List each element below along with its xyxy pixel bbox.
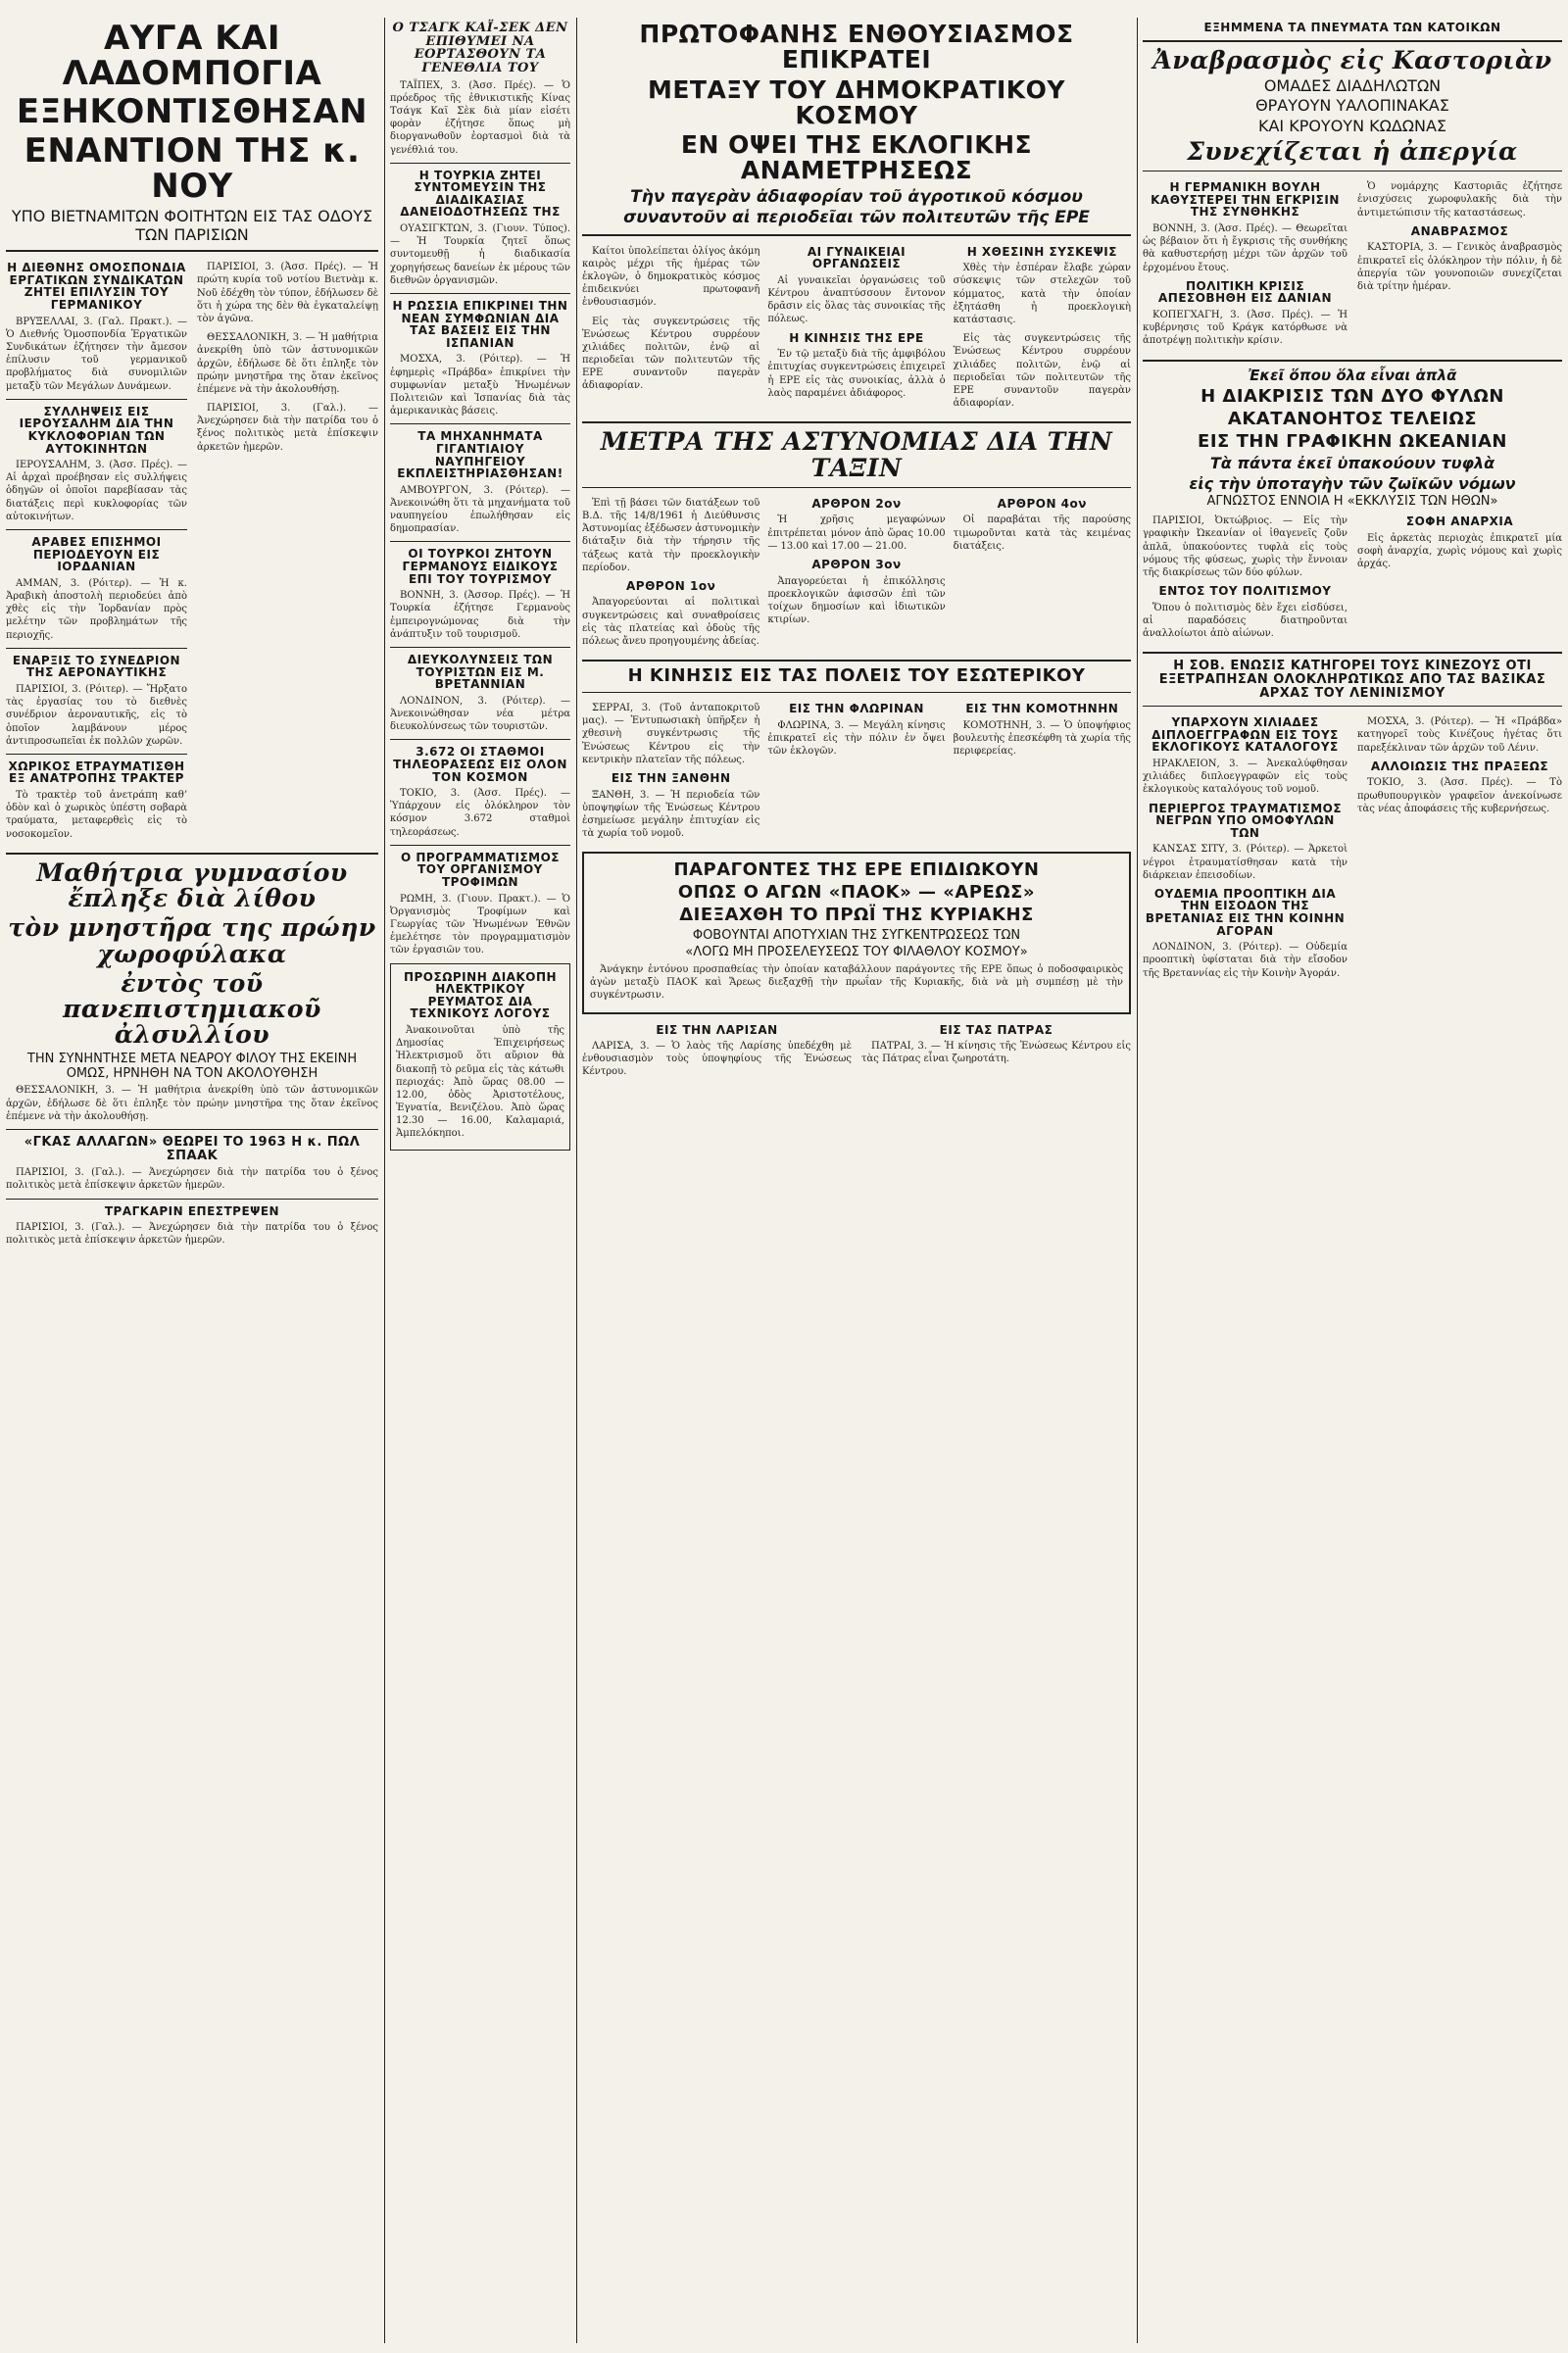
subheadline: ΟΜΑΔΕΣ ΔΙΑΔΗΛΩΤΩΝ bbox=[1263, 75, 1442, 95]
subheadline: ΑΓΝΩΣΤΟΣ ΕΝΝΟΙΑ Η «ΕΚΚΛΥΣΙΣ ΤΩΝ ΗΘΩΝ» bbox=[1206, 494, 1498, 510]
article-body: ΑΜΒΟΥΡΓΟΝ, 3. (Ρόιτερ). — Ἀνεκοινώθη ὅτι τὰ μηχανήματα τοῦ ναυπηγείου ἐπωλήθησαν εἰς δημοπρασίαν. bbox=[390, 484, 570, 535]
divider bbox=[1143, 360, 1562, 362]
column-rule-2 bbox=[576, 18, 577, 2343]
column-rule-1 bbox=[384, 18, 385, 2343]
article-body: ΠΑΡΙΣΙΟΙ, 3. (Ἀσσ. Πρές). — Ἡ πρώτη κυρία τοῦ νοτίου Βιετνὰμ κ. Νοῦ ἐδέχθη τὸν τύπον, ἐδήλωσεν δὲ ὅτι ἡ χώρα της δὲν θὰ ἐγκαταλείψῃ τὸν ἀγῶνα. bbox=[197, 262, 378, 324]
headline: 3.672 ΟΙ ΣΤΑΘΜΟΙ ΤΗΛΕΟΡΑΣΕΩΣ ΕΙΣ ΟΛΟΝ ΤΟΝ ΚΟΣΜΟΝ bbox=[393, 745, 567, 784]
section-label: Η ΧΘΕΣΙΝΗ ΣΥΣΚΕΨΙΣ bbox=[966, 244, 1117, 259]
article-body: ΚΑΣΤΟΡΙΑ, 3. — Γενικὸς ἀναβρασμὸς ἐπικρατεῖ εἰς ὁλόκληρον τὴν πόλιν, ἡ δὲ ἀπεργία τῶν γουνοποιῶν συνεχίζεται διὰ τρίτην ἡμέραν. bbox=[1357, 242, 1562, 292]
divider bbox=[6, 648, 187, 649]
headline: Η ΡΩΣΣΙΑ ΕΠΙΚΡΙΝΕΙ ΤΗΝ ΝΕΑΝ ΣΥΜΦΩΝΙΑΝ ΔΙΑ ΤΑΣ ΒΑΣΕΙΣ ΕΙΣ ΤΗΝ ΙΣΠΑΝΙΑΝ bbox=[392, 299, 568, 350]
article-body: Ἀνακοινοῦται ὑπὸ τῆς Δημοσίας Ἐπιχειρήσεως Ἠλεκτρισμοῦ ὅτι αὔριον θὰ διακοπῇ τὸ ρεῦμα εἰς τὰς κάτωθι περιοχάς: Ἀπὸ ὥρας 08.00 — 12.00, ὁδὸς Ἀριστοτέλους, Ἐγνατία, Βενιζέλου. Ἀπὸ ὥρας 12.30 — 16.00, Καλαμαριά, Ἀμπελόκηποι. bbox=[396, 1024, 564, 1140]
article-body: Ἐπὶ τῇ βάσει τῶν διατάξεων τοῦ Β.Δ. τῆς 14/8/1961 ἡ Διεύθυνσις Ἀστυνομίας ἐξέδωσεν ἀστυνομικὴν διάταξιν διὰ τὴν τήρησιν τῆς τάξεως κατὰ τὴν προεκλογικὴν περίοδον. bbox=[582, 497, 760, 573]
article-body: Ἐν τῷ μεταξὺ διὰ τῆς ἀμφιβόλου ἐπιτυχίας συγκεντρώσεις ἐπιχειρεῖ ἡ ΕΡΕ εἰς τὰς συνοικίας, ἀλλὰ ὁ λαὸς παραμένει ἀδιάφορος. bbox=[767, 349, 946, 399]
divider bbox=[390, 845, 570, 846]
three-column-block bbox=[582, 699, 1131, 846]
article-body: ΚΟΠΕΓΧΑΓΗ, 3. (Ἀσσ. Πρές). — Ἡ κυβέρνησις τοῦ Κράγκ κατόρθωσε νὰ ἀποτρέψῃ πολιτικὴν κρίσιν. bbox=[1143, 309, 1348, 347]
article-body: Εἰς τὰς συγκεντρώσεις τῆς Ἑνώσεως Κέντρου συρρέουν χιλιάδες πολιτῶν, ἐνῷ αἱ περιοδεῖαι τῶν πολιτευτῶν τῆς ΕΡΕ συναντοῦν παγερὰν ἀδιαφορίαν. bbox=[582, 316, 760, 392]
article-body: ΞΑΝΘΗ, 3. — Ἡ περιοδεία τῶν ὑποψηφίων τῆς Ἑνώσεως Κέντρου ἐσημείωσε μεγάλην ἐπιτυχίαν εἰς τὰ χωρία τοῦ νομοῦ. bbox=[582, 789, 760, 840]
article-body: ΛΑΡΙΣΑ, 3. — Ὁ λαὸς τῆς Λαρίσης ὑπεδέχθη μὲ ἐνθουσιασμὸν τοὺς ὑποψηφίους τῆς Ἑνώσεως Κέντρου. bbox=[582, 1041, 852, 1078]
column-3 bbox=[582, 18, 1131, 2345]
subheadline: συναντοῦν αἱ περιοδεῖαι τῶν πολιτευτῶν τῆς ΕΡΕ bbox=[623, 208, 1090, 228]
subcolumn bbox=[1143, 512, 1348, 646]
article-body: ΠΑΤΡΑΙ, 3. — Ἡ κίνησις τῆς Ἑνώσεως Κέντρου εἰς τὰς Πάτρας εἶναι ζωηροτάτη. bbox=[861, 1041, 1131, 1065]
headline: ΟΙ ΤΟΥΡΚΟΙ ΖΗΤΟΥΝ ΓΕΡΜΑΝΟΥΣ ΕΙΔΙΚΟΥΣ ΕΠΙ ΤΟΥ ΤΟΥΡΙΣΜΟΥ bbox=[402, 547, 559, 586]
headline: ΟΠΩΣ Ο ΑΓΩΝ «ΠΑΟΚ» — «ΑΡΕΩΣ» bbox=[677, 882, 1036, 904]
headline: Συνεχίζεται ἡ ἀπεργία bbox=[1187, 137, 1518, 167]
divider bbox=[582, 660, 1131, 662]
three-column-block bbox=[582, 494, 1131, 654]
divider bbox=[6, 1129, 378, 1130]
subheadline: εἰς τὴν ὑποταγὴν τῶν ζωϊκῶν νόμων bbox=[1189, 473, 1516, 493]
headline: ΥΠΑΡΧΟΥΝ ΧΙΛΙΑΔΕΣ ΔΙΠΛΟΕΓΓΡΑΦΩΝ ΕΙΣ ΤΟΥΣ ΕΚΛΟΓΙΚΟΥΣ ΚΑΤΑΛΟΓΟΥΣ bbox=[1152, 715, 1339, 755]
divider bbox=[1143, 652, 1562, 654]
subcolumn bbox=[954, 242, 1131, 417]
article-body: Ὅπου ὁ πολιτισμὸς δὲν ἔχει εἰσδύσει, αἱ παραδόσεις διατηροῦνται ἀναλλοίωτοι ἀπὸ αἰώνων. bbox=[1143, 602, 1348, 640]
subcolumn bbox=[767, 242, 945, 417]
subcolumn bbox=[1357, 512, 1562, 646]
section-label: ΑΡΘΡΟΝ 2ον bbox=[811, 496, 902, 511]
right-subcolumn bbox=[197, 258, 378, 847]
article-body: ΤΟΚΙΟ, 3. (Ἀσσ. Πρές). — Ὑπάρχουν εἰς ὁλόκληρον τὸν κόσμον 3.672 σταθμοὶ τηλεοράσεως. bbox=[390, 788, 570, 838]
subcolumn bbox=[1357, 712, 1562, 986]
article-body: ΘΕΣΣΑΛΟΝΙΚΗ, 3. — Ἡ μαθήτρια ἀνεκρίθη ὑπὸ τῶν ἀστυνομικῶν ἀρχῶν, ἐδήλωσε δὲ ὅτι ἐπληξε τὸν πρώην μνηστῆρα της ὅταν ἐκεῖνος ἐπέμενε νὰ τὴν ἀκολουθήσῃ. bbox=[6, 1085, 378, 1122]
divider bbox=[390, 541, 570, 542]
article-body: Χθὲς τὴν ἑσπέραν ἔλαβε χώραν σύσκεψις τῶν στελεχῶν τοῦ κόμματος, κατὰ τὴν ὁποίαν ἐξητάσθη ἡ προεκλογικὴ κατάστασις. bbox=[953, 263, 1131, 325]
headline: ἐντὸς τοῦ πανεπιστημιακοῦ ἀλσυλλίου bbox=[63, 968, 321, 1050]
article-body: ΤΟΚΙΟ, 3. (Ἀσσ. Πρές). — Τὸ πρωθυπουργικὸν γραφεῖον ἀνεκοίνωσε τὰς νέας ἀποφάσεις τῆς κυβερνήσεως. bbox=[1357, 777, 1562, 814]
headline: «ΓΚΑΣ ΑΛΛΑΓΩΝ» ΘΕΩΡΕΙ ΤΟ 1963 Η κ. ΠΩΛ ΣΠΑΑΚ bbox=[24, 1135, 361, 1163]
headline: ΕΝΑΝΤΙΟΝ ΤΗΣ κ. ΝΟΥ bbox=[24, 131, 361, 206]
headline: ΤΑ ΜΗΧΑΝΗΜΑΤΑ ΓΙΓΑΝΤΙΑΙΟΥ ΝΑΥΠΗΓΕΙΟΥ ΕΚΠΛΕΙΣΤΗΡΙΑΣΘΗΣΑΝ! bbox=[397, 429, 564, 481]
divider bbox=[582, 234, 1131, 236]
article-body: ΚΟΜΟΤΗΝΗ, 3. — Ὁ ὑποψήφιος βουλευτὴς ἐπεσκέφθη τὰ χωρία τῆς περιφερείας. bbox=[953, 719, 1131, 758]
section-label: ΑΡΘΡΟΝ 3ον bbox=[811, 557, 902, 571]
two-column-block bbox=[582, 1020, 1131, 1085]
subheadline: ΦΟΒΟΥΝΤΑΙ ΑΠΟΤΥΧΙΑΝ ΤΗΣ ΣΥΓΚΕΝΤΡΩΣΕΩΣ ΤΩΝ bbox=[692, 928, 1021, 944]
headline: Η ΓΕΡΜΑΝΙΚΗ ΒΟΥΛΗ ΚΑΘΥΣΤΕΡΕΙ ΤΗΝ ΕΓΚΡΙΣΙΝ ΤΗΣ ΣΥΝΘΗΚΗΣ bbox=[1151, 180, 1340, 220]
headline: ΟΥΔΕΜΙΑ ΠΡΟΟΠΤΙΚΗ ΔΙΑ ΤΗΝ ΕΙΣΟΔΟΝ ΤΗΣ ΒΡΕΤΑΝΙΑΣ ΕΙΣ ΤΗΝ ΚΟΙΝΗΝ ΑΓΟΡΑΝ bbox=[1145, 886, 1346, 938]
subheadline: ΥΠΟ ΒΙΕΤΝΑΜΙΤΩΝ ΦΟΙΤΗΤΩΝ ΕΙΣ ΤΑΣ ΟΔΟΥΣ ΤΩΝ ΠΑΡΙΣΙΩΝ bbox=[11, 207, 373, 244]
article-body: ΒΡΥΞΕΛΛΑΙ, 3. (Γαλ. Πρακτ.). — Ὁ Διεθνής Ὁμοσπονδία Ἐργατικῶν Συνδικάτων ἐζήτησεν τὴν ἄμεσον ἐπίλυσιν τοῦ γερμανικοῦ προβλήματος διὰ συνομιλιῶν μεταξὺ τῶν Μεγάλων Δυνάμεων. bbox=[6, 316, 187, 392]
article-body: ΠΑΡΙΣΙΟΙ, 3. (Γαλ.). — Ἀνεχώρησεν διὰ τὴν πατρίδα του ὁ ξένος πολιτικὸς μετὰ ἐπίσκεψιν ἀρκετῶν ἡμερῶν. bbox=[197, 403, 378, 453]
divider bbox=[6, 853, 378, 855]
article-body: ΜΟΣΧΑ, 3. (Ρόιτερ). — Ἡ «Πράβδα» κατηγορεῖ τοὺς Κινέζους ἡγέτας ὅτι παρεξέκλιναν τῶν ἀρχῶν τοῦ Λένιν. bbox=[1357, 716, 1562, 754]
divider bbox=[582, 487, 1131, 488]
article-body: ΟΥΑΣΙΓΚΤΩΝ, 3. (Γιουν. Τύπος). — Ἡ Τουρκία ζητεῖ ὅπως συντομευθῇ ἡ διαδικασία χορηγήσεως δανείων ἐκ μέρους τῶν διεθνῶν ὀργανισμῶν. bbox=[390, 223, 570, 286]
divider bbox=[582, 692, 1131, 693]
headline: ΧΩΡΙΚΟΣ ΕΤΡΑΥΜΑΤΙΣΘΗ ΕΞ ΑΝΑΤΡΟΠΗΣ ΤΡΑΚΤΕΡ bbox=[8, 759, 185, 786]
subheadline: ΚΑΙ ΚΡΟΥΟΥΝ ΚΩΔΩΝΑΣ bbox=[1257, 116, 1447, 135]
two-column-block bbox=[1143, 712, 1562, 986]
subcolumn bbox=[1143, 712, 1348, 986]
headline: ΔΙΕΞΑΧΘΗ ΤΟ ΠΡΩΪ ΤΗΣ ΚΥΡΙΑΚΗΣ bbox=[679, 905, 1034, 926]
article-body: Οἱ παραβάται τῆς παρούσης τιμωροῦνται κατὰ τὰς κειμένας διατάξεις. bbox=[953, 515, 1131, 552]
article-body: ΣΕΡΡΑΙ, 3. (Τοῦ ἀνταποκριτοῦ μας). — Ἐντυπωσιακὴ ὑπῆρξεν ἡ χθεσινὴ συγκέντρωσις τῆς Ἑνώσεως Κέντρου εἰς τὴν κεντρικὴν πλατεῖαν τῆς πόλεως. bbox=[582, 703, 760, 765]
divider bbox=[6, 1199, 378, 1200]
headline: Ο ΠΡΟΓΡΑΜΜΑΤΙΣΜΟΣ ΤΟΥ ΟΡΓΑΝΙΣΜΟΥ ΤΡΟΦΙΜΩΝ bbox=[400, 850, 560, 890]
article-body: Εἰς ἀρκετὰς περιοχὰς ἐπικρατεῖ μία σοφὴ ἀναρχία, χωρὶς νόμους καὶ χωρὶς ἀρχάς. bbox=[1357, 532, 1562, 570]
headline: Μαθήτρια γυμνασίου ἔπληξε διὰ λίθου bbox=[36, 858, 348, 913]
article-paok-box bbox=[582, 852, 1131, 1013]
headline: ΜΕΤΑΞΥ ΤΟΥ ΔΗΜΟΚΡΑΤΙΚΟΥ ΚΟΣΜΟΥ bbox=[647, 74, 1066, 129]
two-column-block bbox=[6, 258, 378, 847]
column-4 bbox=[1143, 18, 1562, 2345]
article-body: Καίτοι ὑπολείπεται ὀλίγος ἀκόμη καιρὸς μέχρι τῆς ἡμέρας τῶν ἐκλογῶν, ὁ δημοκρατικὸς κόσμος ἐπιδεικνύει πρωτοφανῆ ἐνθουσιασμόν. bbox=[582, 245, 760, 309]
headline: Η ΔΙΕΘΝΗΣ ΟΜΟΣΠΟΝΔΙΑ ΕΡΓΑΤΙΚΩΝ ΣΥΝΔΙΚΑΤΩΝ ΖΗΤΕΙ ΕΠΙΛΥΣΙΝ ΤΟΥ ΓΕΡΜΑΝΙΚΟΥ bbox=[7, 261, 186, 312]
headline: Ἀναβρασμὸς εἰς Καστοριὰν bbox=[1152, 45, 1552, 74]
article-body: ΡΩΜΗ, 3. (Γιουν. Πρακτ.). — Ὁ Ὀργανισμὸς Τροφίμων καὶ Γεωργίας τῶν Ἡνωμένων Ἐθνῶν ἐμελέτησε τὸν προγραμματισμὸν τῶν ἐργασιῶν του. bbox=[390, 893, 570, 956]
headline: ΑΚΑΤΑΝΟΗΤΟΣ ΤΕΛΕΙΩΣ bbox=[1227, 408, 1478, 429]
subheadline: «ΛΟΓΩ ΜΗ ΠΡΟΣΕΛΕΥΣΕΩΣ ΤΟΥ ΦΙΛΑΘΛΟΥ ΚΟΣΜΟΥ» bbox=[685, 945, 1028, 959]
divider bbox=[390, 423, 570, 424]
divider bbox=[1143, 171, 1562, 172]
article-lead-nou bbox=[6, 19, 378, 244]
section-label: ΕΙΣ ΤΗΝ ΛΑΡΙΣΑΝ bbox=[656, 1022, 778, 1037]
section-label: ΑΛΛΟΙΩΣΙΣ ΤΗΣ ΠΡΑΞΕΩΣ bbox=[1370, 759, 1549, 773]
headline: ΠΡΩΤΟΦΑΝΗΣ ΕΝΘΟΥΣΙΑΣΜΟΣ ΕΠΙΚΡΑΤΕΙ bbox=[639, 20, 1074, 74]
subcolumn bbox=[861, 1020, 1131, 1085]
two-column-block bbox=[1143, 177, 1562, 353]
article-body: Τὸ τρακτὲρ τοῦ ἀνετράπη καθ’ ὁδὸν καὶ ὁ χωρικὸς ὑπέστη σοβαρὰ τραύματα, μεταφερθεὶς εἰς τὸ νοσοκομεῖον. bbox=[6, 790, 187, 840]
article-lead-elections bbox=[582, 22, 1131, 228]
section-label: ΕΝΤΟΣ ΤΟΥ ΠΟΛΙΤΙΣΜΟΥ bbox=[1158, 584, 1332, 599]
subcolumn bbox=[582, 494, 760, 654]
subcolumn bbox=[1143, 177, 1348, 353]
subheadline: Τὰ πάντα ἐκεῖ ὑπακούουν τυφλὰ bbox=[1209, 454, 1495, 473]
headline: ΠΑΡΑΓΟΝΤΕΣ ΤΗΣ ΕΡΕ ΕΠΙΔΙΩΚΟΥΝ bbox=[673, 859, 1040, 881]
article-body: ΠΑΡΙΣΙΟΙ, 3. (Ρόιτερ). — Ἤρξατο τὰς ἐργασίας του τὸ διεθνὲς συνέδριον ἀεροναυτικῆς, εἰς τὸ ὁποῖον λαμβάνουν μέρος ἀντιπροσωπεῖαι ἐκ πολλῶν χωρῶν. bbox=[6, 683, 187, 747]
article-body: ΜΟΣΧΑ, 3. (Ρόιτερ). — Ἡ ἐφημερὶς «Πράβδα» ἐπικρίνει τὴν συμφωνίαν μεταξὺ Ἡνωμένων Πολιτειῶν καὶ Ἱσπανίας διὰ τὰς ἀμερικανικὰς βάσεις. bbox=[390, 354, 570, 417]
subheadline: Τὴν παγερὰν ἀδιαφορίαν τοῦ ἀγροτικοῦ κόσμου bbox=[630, 186, 1083, 207]
divider bbox=[6, 399, 187, 400]
article-body: ΒΟΝΝΗ, 3. (Ἀσσορ. Πρές). — Ἡ Τουρκία ἐζήτησε Γερμανοὺς ἐμπειρογνώμονας διὰ τὴν ἀνάπτυξιν τοῦ τουρισμοῦ. bbox=[390, 590, 570, 640]
section-label: ΣΟΦΗ ΑΝΑΡΧΙΑ bbox=[1405, 515, 1514, 529]
left-subcolumn bbox=[6, 258, 187, 847]
column-1 bbox=[6, 18, 378, 2345]
headline: ΠΡΟΣΩΡΙΝΗ ΔΙΑΚΟΠΗ ΗΛΕΚΤΡΙΚΟΥ ΡΕΥΜΑΤΟΣ ΔΙΑ ΤΕΧΝΙΚΟΥΣ ΛΟΓΟΥΣ bbox=[403, 969, 558, 1021]
article-body: ΚΑΝΣΑΣ ΣΙΤΥ, 3. (Ρόιτερ). — Ἀρκετοὶ νέγροι ἐτραυματίσθησαν κατὰ τὴν διάρκειαν ἐπεισοδίων. bbox=[1143, 844, 1348, 881]
divider bbox=[582, 421, 1131, 423]
section-label: ΕΙΣ ΤΗΝ ΚΟΜΟΤΗΝΗΝ bbox=[965, 702, 1119, 716]
divider bbox=[390, 163, 570, 164]
headline: Η ΤΟΥΡΚΙΑ ΖΗΤΕΙ ΣΥΝΤΟΜΕΥΣΙΝ ΤΗΣ ΔΙΑΔΙΚΑΣΙΑΣ ΔΑΝΕΙΟΔΟΤΗΣΕΩΣ ΤΗΣ bbox=[400, 168, 561, 220]
headline: ΕΙΣ ΤΗΝ ΓΡΑΦΙΚΗΝ ΩΚΕΑΝΙΑΝ bbox=[1198, 430, 1507, 452]
two-column-block bbox=[1143, 512, 1562, 646]
article-body: ΑΜΜΑΝ, 3. (Ρόιτερ). — Ἡ κ. Ἀραβικὴ ἀποστολὴ περιοδεύει ἀπὸ χθὲς εἰς τὴν Ἰορδανίαν πρὸς μελέτην τῶν προβλημάτων τῆς περιοχῆς. bbox=[6, 577, 187, 641]
headline: Η ΣΟΒ. ΕΝΩΣΙΣ ΚΑΤΗΓΟΡΕΙ ΤΟΥΣ ΚΙΝΕΖΟΥΣ ΟΤΙ ΕΞΕΤΡΑΠΗΣΑΝ ΟΛΟΚΛΗΡΩΤΙΚΩΣ ΑΠΟ ΤΑΣ ΒΑΣΙΚΑΣ ΑΡΧΑΣ ΤΟΥ ΛΕΝΙΝΙΣΜΟΥ bbox=[1158, 659, 1546, 701]
subcolumn bbox=[767, 494, 945, 654]
article-body: ΠΑΡΙΣΙΟΙ, 3. (Γαλ.). — Ἀνεχώρησεν διὰ τὴν πατρίδα του ὁ ξένος πολιτικὸς μετὰ ἐπίσκεψιν ἀρκετῶν ἡμερῶν. bbox=[6, 1167, 378, 1192]
section-label: ΕΙΣ ΤΗΝ ΞΑΝΘΗΝ bbox=[611, 771, 731, 786]
article-body: ΤΑΪΠΕΧ, 3. (Ἀσσ. Πρές). — Ὁ πρόεδρος τῆς ἐθνικιστικῆς Κίνας Τσάγκ Καϊ Σὲκ διὰ μίαν εἰσέτι φορὰν ἐζήτησε ὅπως μὴ διοργανωθοῦν ἑορτασμοὶ διὰ τὰ γενέθλιά του. bbox=[390, 79, 570, 156]
subheadline: ΤΗΝ ΣΥΝΗΝΤΗΣΕ ΜΕΤΑ ΝΕΑΡΟΥ ΦΙΛΟΥ ΤΗΣ ΕΚΕΙΝΗ ΟΜΩΣ, ΗΡΝΗΘΗ ΝΑ ΤΟΝ ΑΚΟΛΟΥΘΗΣΗ bbox=[26, 1051, 358, 1081]
article-body: Ὁ νομάρχης Καστοριᾶς ἐζήτησε ἐνισχύσεις χωροφυλακῆς διὰ τὴν ἀντιμετώπισιν τῆς καταστάσεως. bbox=[1357, 181, 1562, 219]
section-label: ΑΡΘΡΟΝ 1ον bbox=[626, 578, 716, 593]
article-body: ΗΡΑΚΛΕΙΟΝ, 3. — Ἀνεκαλύφθησαν χιλιάδες διπλοεγγραφῶν εἰς τοὺς ἐκλογικοὺς καταλόγους τοῦ νομοῦ. bbox=[1143, 758, 1348, 796]
headline: ΔΙΕΥΚΟΛΥΝΣΕΙΣ ΤΩΝ ΤΟΥΡΙΣΤΩΝ ΕΙΣ Μ. ΒΡΕΤΑΝΝΙΑΝ bbox=[407, 652, 554, 692]
kicker: Ἐκεῖ ὅπου ὅλα εἶναι ἁπλᾶ bbox=[1248, 366, 1457, 384]
article-body: Αἱ γυναικεῖαι ὀργανώσεις τοῦ Κέντρου ἀναπτύσσουν ἔντονον δρᾶσιν εἰς ὅλας τὰς συνοικίας τῆς πόλεως. bbox=[767, 274, 946, 325]
divider bbox=[390, 739, 570, 740]
column-2 bbox=[390, 18, 570, 2345]
headline: ΠΕΡΙΕΡΓΟΣ ΤΡΑΥΜΑΤΙΣΜΟΣ ΝΕΓΡΩΝ ΥΠΟ ΟΜΟΦΥΛΩΝ ΤΩΝ bbox=[1148, 801, 1343, 840]
divider bbox=[390, 293, 570, 294]
notice-box bbox=[390, 963, 570, 1151]
section-label: ΑΙ ΓΥΝΑΙΚΕΙΑΙ ΟΡΓΑΝΩΣΕΙΣ bbox=[807, 244, 906, 271]
section-label: ΕΙΣ ΤΑΣ ΠΑΤΡΑΣ bbox=[939, 1022, 1054, 1037]
subcolumn bbox=[582, 699, 760, 846]
article-body: ΙΕΡΟΥΣΑΛΗΜ, 3. (Ἀσσ. Πρές). — Αἱ ἀρχαὶ προέβησαν εἰς συλλήψεις ὁδηγῶν οἱ ὁποῖοι παρεβίασαν τὰς διατάξεις περὶ κυκλοφορίας τῶν αὐτοκινήτων. bbox=[6, 460, 187, 522]
headline: ΣΥΛΛΗΨΕΙΣ ΕΙΣ ΙΕΡΟΥΣΑΛΗΜ ΔΙΑ ΤΗΝ ΚΥΚΛΟΦΟΡΙΑΝ ΤΩΝ ΑΥΤΟΚΙΝΗΤΩΝ bbox=[19, 404, 174, 456]
article-student bbox=[6, 860, 378, 1123]
divider bbox=[6, 250, 378, 252]
kicker: ΕΞΗΜΜΕΝΑ ΤΑ ΠΝΕΥΜΑΤΑ ΤΩΝ ΚΑΤΟΙΚΩΝ bbox=[1203, 21, 1501, 34]
headline: ΑΥΓΑ ΚΑΙ ΛΑΔΟΜΠΟΓΙΑ bbox=[62, 19, 322, 93]
subcolumn bbox=[954, 494, 1131, 654]
divider bbox=[6, 529, 187, 530]
subheadline: ΘΡΑΥΟΥΝ ΥΑΛΟΠΙΝΑΚΑΣ bbox=[1255, 96, 1449, 116]
section-label: ΑΡΘΡΟΝ 4ον bbox=[997, 496, 1087, 511]
headline: Ο ΤΣΑΓΚ ΚΑΪ-ΣΕΚ ΔΕΝ ΕΠΙΘΥΜΕΙ ΝΑ ΕΟΡΤΑΣΘΟΥΝ ΤΑ ΓΕΝΕΘΛΙΑ ΤΟΥ bbox=[392, 21, 568, 75]
headline: Η ΔΙΑΚΡΙΣΙΣ ΤΩΝ ΔΥΟ ΦΥΛΩΝ bbox=[1200, 385, 1504, 407]
article-body: Ἀνάγκην ἐντόνου προσπαθείας τὴν ὁποίαν καταβάλλουν παράγοντες τῆς ΕΡΕ ὅπως ὁ ποδοσφαιρικὸς ἀγὼν μεταξὺ ΠΑΟΚ καὶ Ἄρεως διεξαχθῇ τὴν πρωΐαν τῆς Κυριακῆς, διὰ νὰ μὴ συμπέσῃ μὲ τὴν συγκέντρωσιν. bbox=[590, 963, 1123, 1002]
headline: τὸν μνηστῆρα της πρώην χωροφύλακα bbox=[8, 913, 376, 968]
subcolumn bbox=[582, 1020, 852, 1085]
article-body: ΛΟΝΔΙΝΟΝ, 3. (Ρόιτερ). — Οὐδεμία προοπτικὴ ὑφίσταται διὰ τὴν εἴσοδον τῆς Βρεταννίας εἰς τὴν Κοινὴν Ἀγοράν. bbox=[1143, 942, 1348, 979]
three-column-block bbox=[582, 242, 1131, 417]
section-label: ΑΝΑΒΡΑΣΜΟΣ bbox=[1410, 223, 1509, 238]
section-label: Η ΚΙΝΗΣΙΣ ΤΗΣ ΕΡΕ bbox=[789, 330, 924, 345]
column-rule-3 bbox=[1137, 18, 1138, 2343]
article-body: Ἀπαγορεύονται αἱ πολιτικαὶ συγκεντρώσεις καὶ συναθροίσεις εἰς τὰς πλατείας καὶ ὁδοὺς τῆς πόλεως ἄνευ προηγουμένης ἀδείας. bbox=[582, 597, 760, 648]
divider bbox=[1143, 706, 1562, 707]
article-body: Εἰς τὰς συγκεντρώσεις τῆς Ἑνώσεως Κέντρου συρρέουν χιλιάδες πολιτῶν, ἐνῷ αἱ περιοδεῖαι τῶν πολιτευτῶν τῆς ΕΡΕ συναντοῦν παγερὰν ἀδιαφορίαν. bbox=[953, 333, 1131, 410]
headline: ΕΝ ΟΨΕΙ ΤΗΣ ΕΚΛΟΓΙΚΗΣ ΑΝΑΜΕΤΡΗΣΕΩΣ bbox=[680, 130, 1033, 185]
article-body: ΦΛΩΡΙΝΑ, 3. — Μεγάλη κίνησις ἐπικρατεῖ εἰς τὴν πόλιν ἐν ὄψει τῶν ἐκλογῶν. bbox=[767, 719, 946, 758]
headline: ΜΕΤΡΑ ΤΗΣ ΑΣΤΥΝΟΜΙΑΣ ΔΙΑ ΤΗΝ ΤΑΞΙΝ bbox=[600, 427, 1113, 482]
subcolumn bbox=[767, 699, 945, 846]
subcolumn bbox=[954, 699, 1131, 846]
divider bbox=[6, 754, 187, 755]
article-body: ΘΕΣΣΑΛΟΝΙΚΗ, 3. — Ἡ μαθήτρια ἀνεκρίθη ὑπὸ τῶν ἀστυνομικῶν ἀρχῶν, ἐδήλωσε δὲ ὅτι ἐπληξε τὸν πρώην μνηστῆρα της ὅταν ἐκεῖνος ἐπέμενε νὰ τὴν ἀκολουθήσῃ. bbox=[197, 332, 378, 395]
headline: ΤΡΑΓΚΑΡΙΝ ΕΠΕΣΤΡΕΨΕΝ bbox=[104, 1203, 280, 1218]
subcolumn bbox=[1357, 177, 1562, 353]
article-body: ΠΑΡΙΣΙΟΙ, 3. (Γαλ.). — Ἀνεχώρησεν διὰ τὴν πατρίδα του ὁ ξένος πολιτικὸς μετὰ ἐπίσκεψιν ἀρκετῶν ἡμερῶν. bbox=[6, 1222, 378, 1247]
headline: Η ΚΙΝΗΣΙΣ ΕΙΣ ΤΑΣ ΠΟΛΕΙΣ ΤΟΥ ΕΣΩΤΕΡΙΚΟΥ bbox=[627, 665, 1086, 687]
article-body: Ἡ χρῆσις μεγαφώνων ἐπιτρέπεται μόνον ἀπὸ ὥρας 10.00 — 13.00 καὶ 17.00 — 21.00. bbox=[767, 515, 946, 552]
headline: ΕΝΑΡΞΙΣ ΤΟ ΣΥΝΕΔΡΙΟΝ ΤΗΣ ΑΕΡΟΝΑΥΤΙΚΗΣ bbox=[12, 653, 181, 680]
divider bbox=[390, 647, 570, 648]
headline: ΕΞΗΚΟΝΤΙΣΘΗΣΑΝ bbox=[16, 92, 368, 132]
article-body: Ἀπαγορεύεται ἡ ἐπικόλλησις προεκλογικῶν ἀφισσῶν ἐπὶ τῶν τοίχων δημοσίων καὶ ἰδιωτικῶν κτιρίων. bbox=[767, 575, 946, 626]
article-body: ΒΟΝΝΗ, 3. (Ἀσσ. Πρές). — Θεωρεῖται ὡς βέβαιον ὅτι ἡ ἔγκρισις τῆς συνθήκης θὰ καθυστερήσῃ μέχρι τῶν ἀρχῶν τοῦ ἐρχομένου ἔτους. bbox=[1143, 223, 1348, 273]
subcolumn bbox=[582, 242, 760, 417]
section-label: ΕΙΣ ΤΗΝ ΦΛΩΡΙΝΑΝ bbox=[789, 702, 924, 716]
headline: ΑΡΑΒΕΣ ΕΠΙΣΗΜΟΙ ΠΕΡΙΟΔΕΥΟΥΝ ΕΙΣ ΙΟΡΔΑΝΙΑΝ bbox=[31, 535, 162, 574]
article-body: ΛΟΝΔΙΝΟΝ, 3. (Ρόιτερ). — Ἀνεκοινώθησαν νέα μέτρα διευκολύνσεως τῶν τουριστῶν. bbox=[390, 695, 570, 733]
article-body: ΠΑΡΙΣΙΟΙ, Ὀκτώβριος. — Εἰς τὴν γραφικὴν Ὠκεανίαν οἱ ἰθαγενεῖς ζοῦν ἁπλᾶ, ὑπακούοντες τυφλὰ εἰς τοὺς νόμους τῆς φύσεως, χωρὶς τὴν ἔννοιαν τῆς διακρίσεως τῶν δύο φύλων. bbox=[1143, 515, 1348, 578]
divider bbox=[1143, 40, 1562, 42]
headline: ΠΟΛΙΤΙΚΗ ΚΡΙΣΙΣ ΑΠΕΣΟΒΗΘΗ ΕΙΣ ΔΑΝΙΑΝ bbox=[1158, 278, 1332, 306]
